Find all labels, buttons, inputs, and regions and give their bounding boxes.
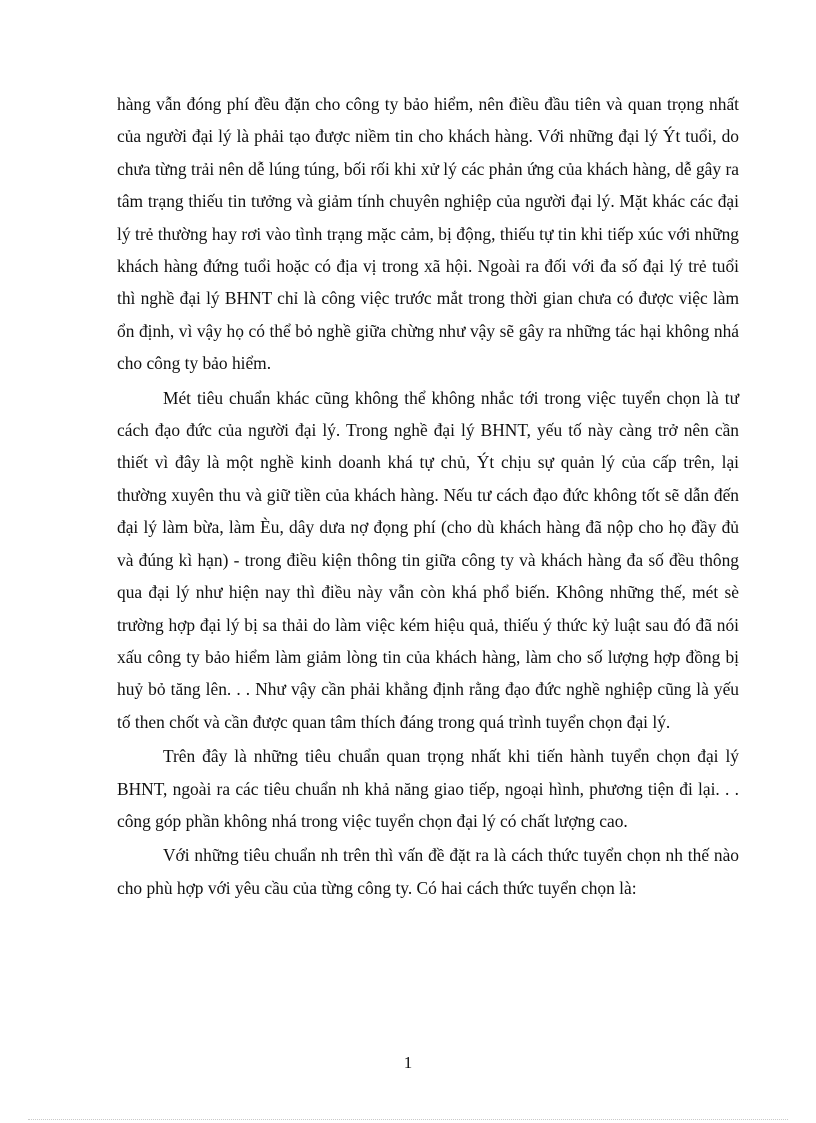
body-text (117, 88, 739, 904)
paragraph: Mét tiêu chuẩn khác cũng không thể không nhắc tới trong việc tuyển chọn là tư cách đạo đức của người đại lý. Trong nghề đại lý BHNT, yếu tố này càng trở nên cần thiết vì đây là một nghề kinh doanh khá tự chủ, Ýt chịu sự quản lý của cấp trên, lại thường xuyên thu và giữ tiền của khách hàng. Nếu tư cách đạo đức không tốt sẽ dẫn đến đại lý làm bừa, làm Èu, dây dưa nợ đọng phí (cho dù khách hàng đã nộp cho họ đầy đủ và đúng kì hạn) - trong điều kiện thông tin giữa công ty và khách hàng đa số đều thông qua đại lý như hiện nay thì điều này vẫn còn khá phổ biến. Không những thế, mét sè trường hợp đại lý bị sa thải do làm việc kém hiệu quả, thiếu ý thức kỷ luật sau đó đã nói xấu công ty bảo hiểm làm giảm lòng tin của khách hàng, làm cho số lượng hợp đồng bị huỷ bỏ tăng lên. . . Như vậy cần phải khẳng định rằng đạo đức nghề nghiệp cũng là yếu tố then chốt và cần được quan tâm thích đáng trong quá trình tuyển chọn đại lý. (117, 387, 739, 732)
page-number: 1 (403, 1053, 413, 1072)
paragraph: Với những tiêu chuẩn nh trên thì vấn đề đặt ra là cách thức tuyển chọn nh thế nào cho phù hợp với yêu cầu của từng công ty. Có hai cách thức tuyển chọn là: (117, 845, 739, 898)
paragraph: hàng vẫn đóng phí đều đặn cho công ty bảo hiểm, nên điều đầu tiên và quan trọng nhất của người đại lý là phải tạo được niềm tin cho khách hàng. Với những đại lý Ýt tuổi, do chưa từng trải nên dễ lúng túng, bối rối khi xử lý các phản ứng của khách hàng, dễ gây ra tâm trạng thiếu tin tưởng và giảm tính chuyên nghiệp của người đại lý. Mặt khác các đại lý trẻ thường hay rơi vào tình trạng mặc cảm, bị động, thiếu tự tin khi tiếp xúc với những khách hàng đứng tuổi hoặc có địa vị trong xã hội. Ngoài ra đối với đa số đại lý trẻ tuổi thì nghề đại lý BHNT chỉ là công việc trước mắt trong thời gian chưa có được việc làm ổn định, vì vậy họ có thể bỏ nghề giữa chừng như vậy sẽ gây ra những tác hại không nhá cho công ty bảo hiểm. (117, 94, 739, 374)
paragraph: Trên đây là những tiêu chuẩn quan trọng nhất khi tiến hành tuyển chọn đại lý BHNT, ngoài ra các tiêu chuẩn nh khả năng giao tiếp, ngoại hình, phương tiện đi lại. . . công góp phần không nhá trong việc tuyển chọn đại lý có chất lượng cao. (117, 746, 739, 831)
footer-divider (28, 1119, 788, 1120)
